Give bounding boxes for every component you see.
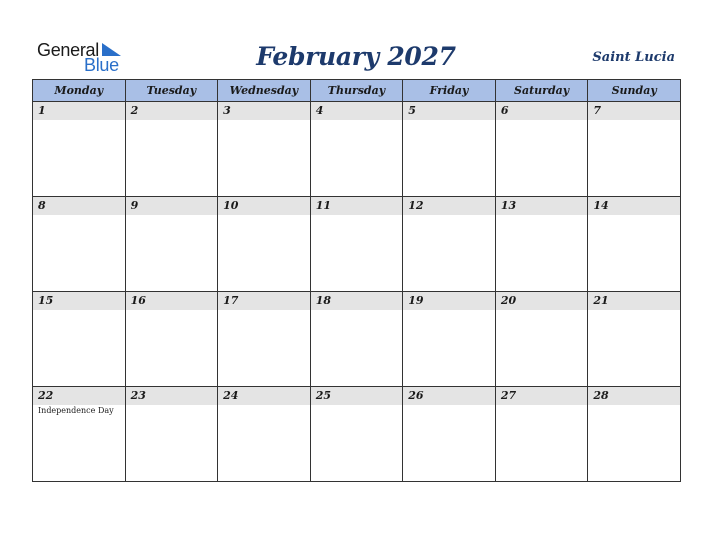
- day-cell: [310, 387, 403, 482]
- day-number: 24: [218, 387, 310, 405]
- day-number: 18: [311, 292, 403, 310]
- day-number: 7: [588, 102, 680, 120]
- day-number: 16: [126, 292, 218, 310]
- day-cell: [33, 102, 126, 197]
- day-cell: [588, 292, 681, 387]
- event-label: [588, 120, 680, 121]
- weekday-header-friday: Friday: [403, 80, 496, 102]
- day-number: 1: [33, 102, 125, 120]
- day-number: 25: [311, 387, 403, 405]
- weekday-header-wednesday: Wednesday: [218, 80, 311, 102]
- day-number: 19: [403, 292, 495, 310]
- day-number: 22: [33, 387, 125, 405]
- event-label: [403, 120, 495, 121]
- day-cell: [495, 197, 588, 292]
- day-number: 9: [126, 197, 218, 215]
- weekday-header-row: [33, 80, 681, 102]
- logo-text-general: General: [37, 40, 99, 60]
- week-row: [33, 292, 681, 387]
- week-row: [33, 102, 681, 197]
- event-label: [218, 215, 310, 216]
- day-cell: [495, 102, 588, 197]
- week-row: [33, 197, 681, 292]
- event-label: [33, 120, 125, 121]
- event-label: [33, 310, 125, 311]
- event-label: [126, 215, 218, 216]
- day-cell: [403, 102, 496, 197]
- event-label: [403, 310, 495, 311]
- day-cell: [310, 292, 403, 387]
- event-label: [496, 310, 588, 311]
- day-number: 12: [403, 197, 495, 215]
- country-name: Saint Lucia: [592, 50, 675, 65]
- event-label: [496, 215, 588, 216]
- event-label: [588, 405, 680, 406]
- event-label: [126, 310, 218, 311]
- event-label: [126, 405, 218, 406]
- weekday-header-thursday: Thursday: [310, 80, 403, 102]
- logo-text-blue: Blue: [84, 55, 119, 75]
- day-cell: [218, 292, 311, 387]
- calendar-grid: [32, 79, 681, 482]
- day-cell: [310, 197, 403, 292]
- event-label: [588, 310, 680, 311]
- day-cell: [218, 102, 311, 197]
- event-label: [218, 405, 310, 406]
- day-cell: [588, 102, 681, 197]
- day-cell: [125, 102, 218, 197]
- event-label: [311, 310, 403, 311]
- day-number: 20: [496, 292, 588, 310]
- day-cell: [125, 197, 218, 292]
- weekday-header-sunday: Sunday: [588, 80, 681, 102]
- day-number: 26: [403, 387, 495, 405]
- day-number: 23: [126, 387, 218, 405]
- day-cell: [33, 292, 126, 387]
- event-label: [403, 405, 495, 406]
- event-label: [33, 215, 125, 216]
- day-number: 27: [496, 387, 588, 405]
- day-number: 3: [218, 102, 310, 120]
- weekday-header-monday: Monday: [33, 80, 126, 102]
- day-number: 6: [496, 102, 588, 120]
- event-label: [496, 405, 588, 406]
- day-cell: [495, 292, 588, 387]
- day-number: 11: [311, 197, 403, 215]
- weekday-header-saturday: Saturday: [495, 80, 588, 102]
- day-cell: [403, 387, 496, 482]
- day-cell: [403, 197, 496, 292]
- day-cell: [218, 197, 311, 292]
- day-number: 2: [126, 102, 218, 120]
- event-label: [311, 405, 403, 406]
- day-cell: [310, 102, 403, 197]
- event-label: [496, 120, 588, 121]
- calendar-title: February 2027: [256, 42, 456, 71]
- event-label: [218, 120, 310, 121]
- day-cell: [588, 197, 681, 292]
- day-cell: [218, 387, 311, 482]
- day-number: 14: [588, 197, 680, 215]
- day-number: 4: [311, 102, 403, 120]
- day-number: 5: [403, 102, 495, 120]
- day-cell: [403, 292, 496, 387]
- day-number: 8: [33, 197, 125, 215]
- event-label: [218, 310, 310, 311]
- day-number: 15: [33, 292, 125, 310]
- event-label: [311, 120, 403, 121]
- event-label: [311, 215, 403, 216]
- day-number: 10: [218, 197, 310, 215]
- event-label: Independence Day: [38, 406, 114, 415]
- week-row: [33, 387, 681, 482]
- day-cell: [33, 387, 126, 482]
- day-number: 21: [588, 292, 680, 310]
- day-cell: [125, 387, 218, 482]
- event-label: [403, 215, 495, 216]
- day-cell: [125, 292, 218, 387]
- day-cell: [495, 387, 588, 482]
- event-label: [588, 215, 680, 216]
- event-label: [126, 120, 218, 121]
- day-cell: [33, 197, 126, 292]
- day-number: 17: [218, 292, 310, 310]
- day-number: 13: [496, 197, 588, 215]
- day-number: 28: [588, 387, 680, 405]
- day-cell: [588, 387, 681, 482]
- weekday-header-tuesday: Tuesday: [125, 80, 218, 102]
